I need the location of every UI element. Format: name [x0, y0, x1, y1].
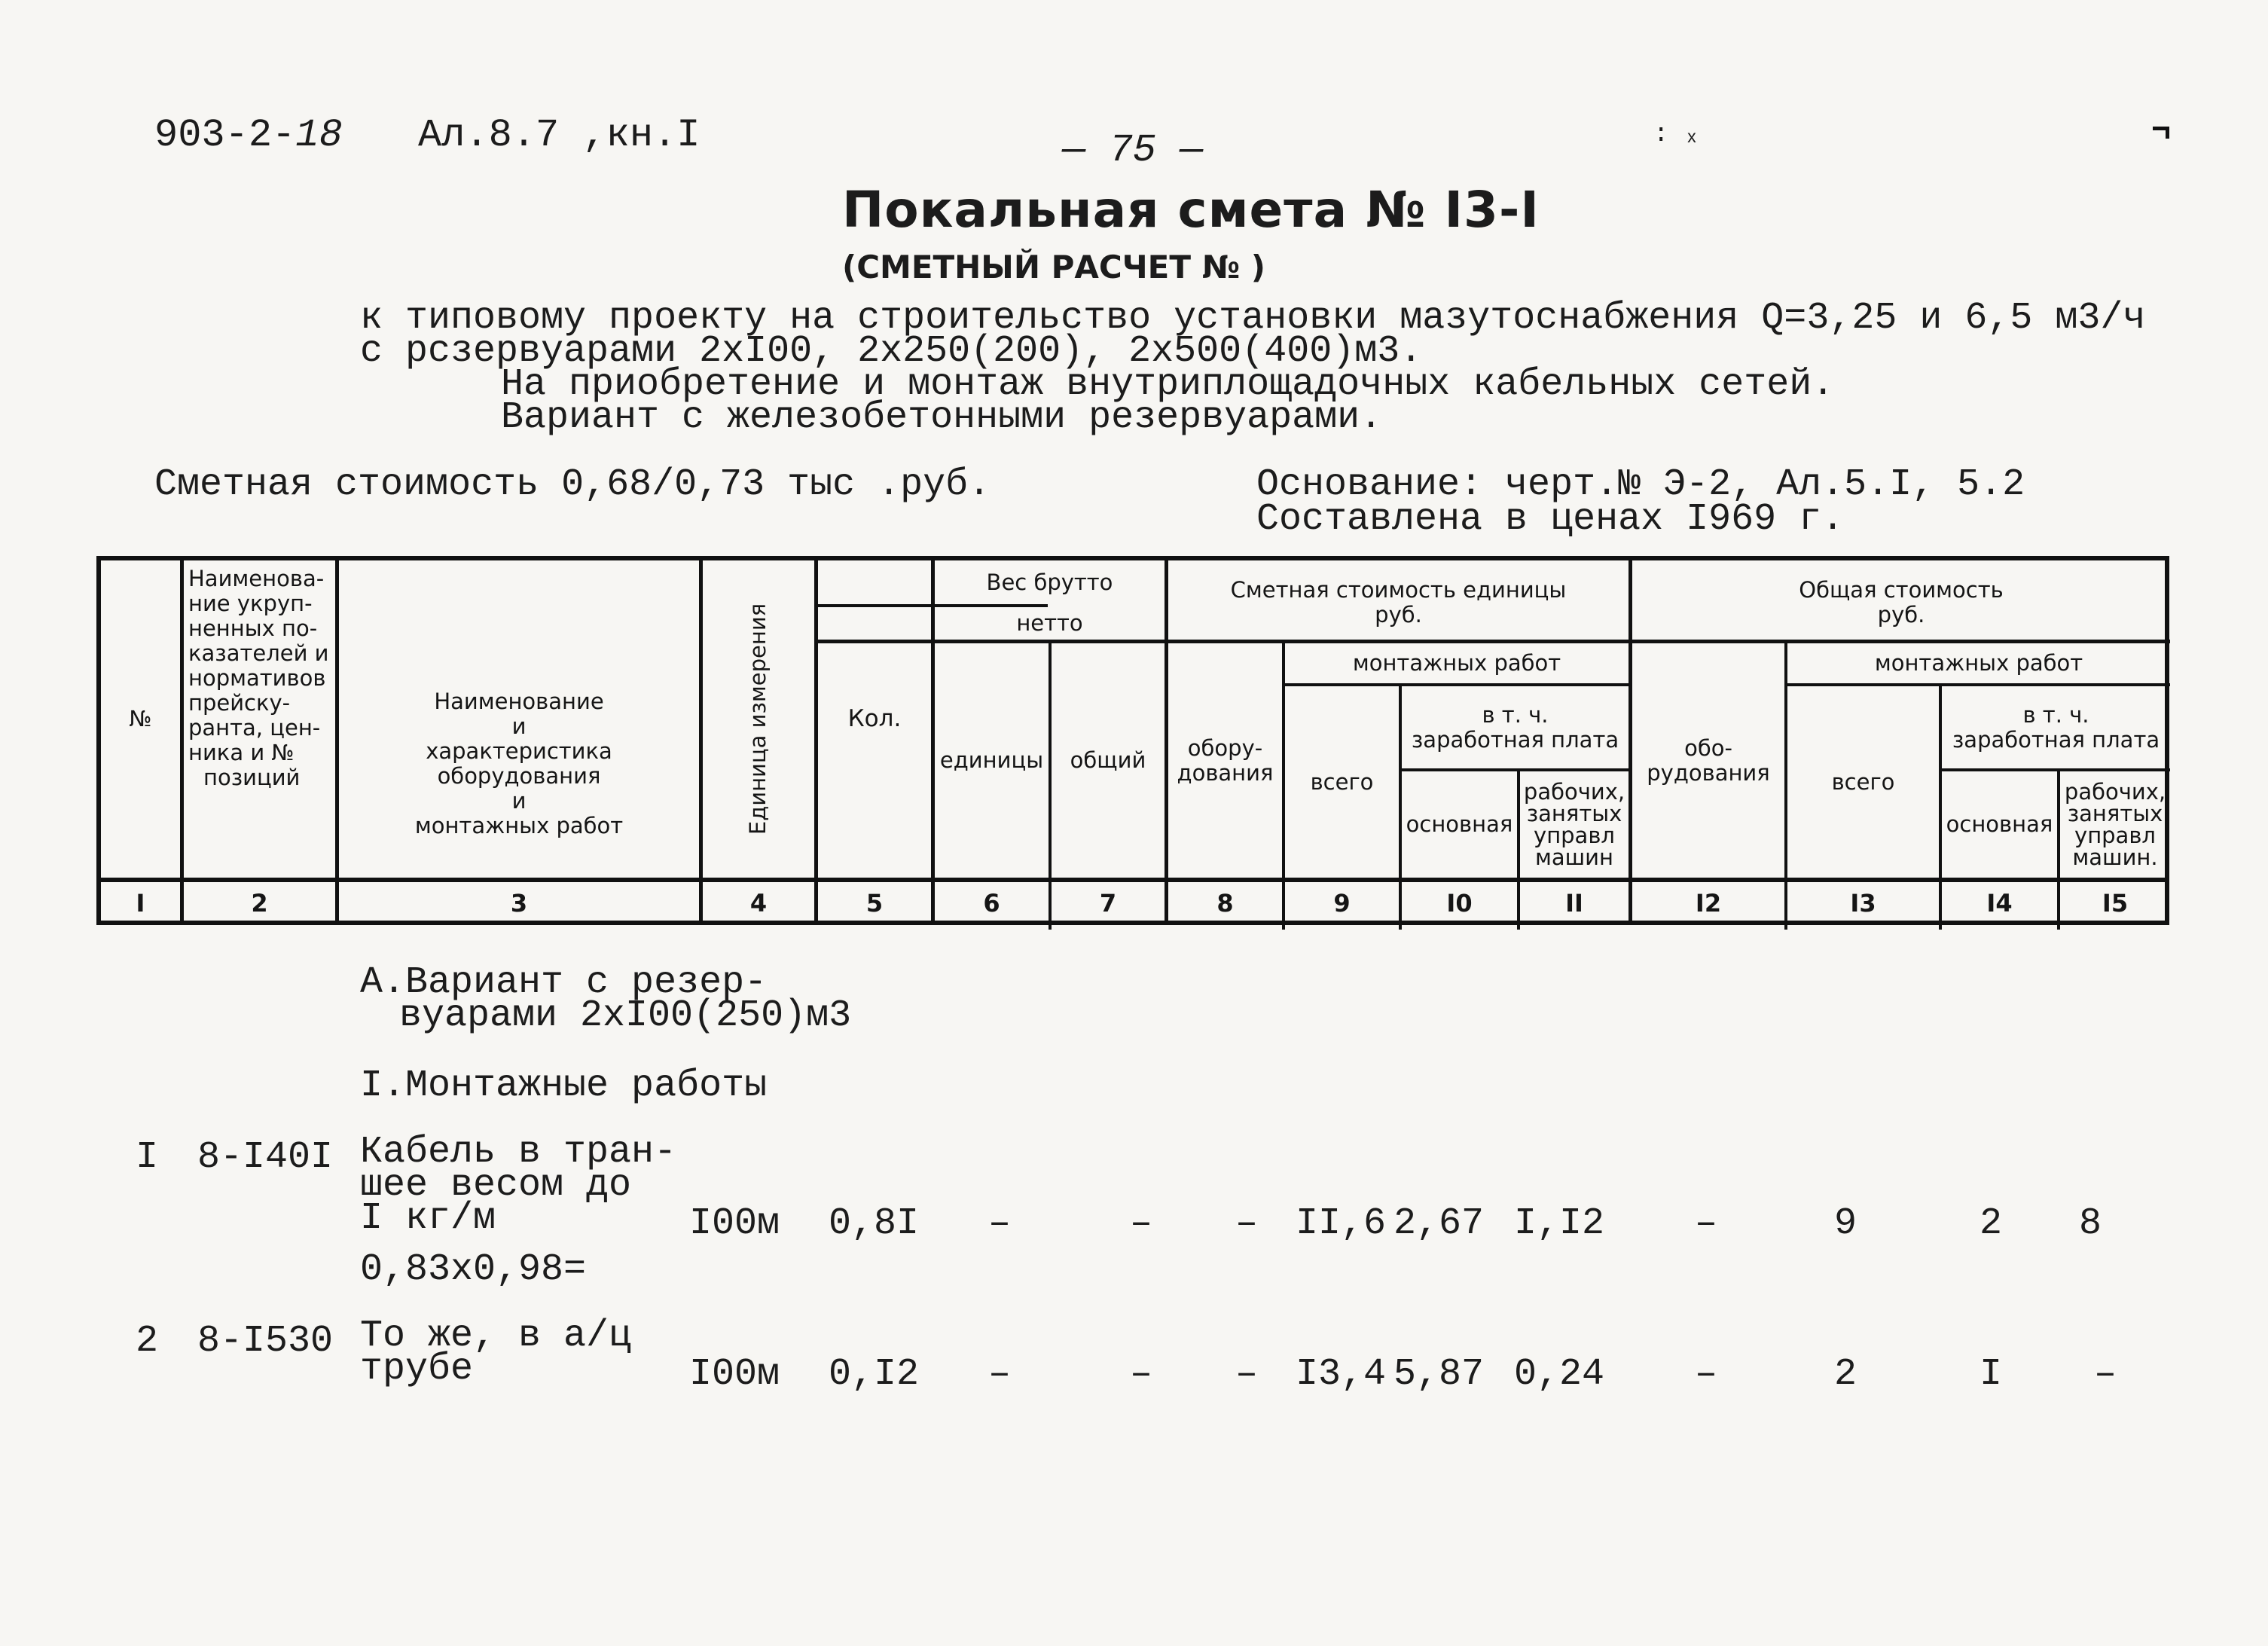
scan-mark: : ₓ [1653, 121, 1700, 149]
row-total-basic: I [1980, 1353, 2003, 1396]
row-unit-total: II,6 [1296, 1202, 1387, 1245]
header-unit-mount: монтажных работ [1352, 650, 1561, 676]
row-name-line: I кг/м [360, 1197, 496, 1240]
row-total-equipment: – [1695, 1202, 1718, 1245]
col-number-13: I3 [1850, 889, 1876, 918]
page-subtitle: (СМЕТНЫЙ РАСЧЕТ № ) [842, 249, 1265, 286]
row-calculation: 0,83х0,98= [360, 1248, 587, 1291]
header-description: Наименование и характеристика оборудования и монтажных работ [414, 689, 624, 838]
row-weight-unit: – [988, 1202, 1012, 1245]
row-unit-total: I3,4 [1296, 1353, 1387, 1396]
estimate-table-header [96, 556, 2169, 925]
row-unit-machine: 0,24 [1514, 1353, 1605, 1396]
header-total-mount: монтажных работ [1874, 650, 2083, 676]
document-code-prefix: 903-2- [154, 113, 296, 157]
col-number-10: I0 [1446, 889, 1473, 918]
variant-heading-line-1: А.Вариант с резер- [360, 961, 768, 1004]
col-number-5: 5 [865, 889, 884, 918]
page-number: — 75 — [1062, 128, 1204, 173]
row-quantity: 0,8I [829, 1202, 920, 1245]
header-total-cost: Общая стоимость руб. [1799, 576, 2004, 628]
row-total-all: 9 [1834, 1202, 1857, 1245]
description-line-1: к типовому проекту на строительство установки мазутоснабжения Q=3,25 и 6,5 м3/ч [360, 297, 2146, 340]
col-number-15: I5 [2102, 889, 2129, 918]
col-number-12: I2 [1695, 889, 1722, 918]
description-line-2: с рсзервуарами 2хI00, 2х250(200), 2х500(400)м3. [360, 330, 1423, 373]
header-unit-equipment: обору- дования [1177, 734, 1274, 786]
row-unit-equipment: – [1235, 1353, 1259, 1396]
row-total-all: 2 [1834, 1353, 1857, 1396]
col-number-1: I [136, 889, 145, 918]
description-line-4: Вариант с железобетонными резервуарами. [501, 396, 1383, 439]
header-unit-total: всего [1310, 768, 1374, 795]
col-number-6: 6 [983, 889, 1000, 918]
row-number: I [136, 1136, 159, 1179]
header-total-basic: основная [1946, 811, 2053, 837]
header-total-machine: рабочих, занятых управл машин. [2064, 778, 2166, 870]
row-norm-code: 8-I530 [197, 1320, 334, 1363]
row-weight-unit: – [988, 1353, 1012, 1396]
basis: Основание: черт.№ Э-2, Ал.5.I, 5.2 [1256, 463, 2025, 506]
row-quantity: 0,I2 [829, 1353, 920, 1396]
header-weight-total: общий [1070, 747, 1146, 773]
header-unit: Единица измерения [745, 603, 771, 835]
row-weight-total: – [1130, 1353, 1153, 1396]
header-quantity: Кол. [847, 705, 902, 732]
row-weight-total: – [1130, 1202, 1153, 1245]
document-code-suffix: 18 [295, 113, 343, 157]
col-number-3: 3 [510, 889, 528, 918]
row-unit-basic: 5,87 [1393, 1353, 1485, 1396]
row-total-machine: – [2094, 1353, 2117, 1396]
col-number-2: 2 [251, 889, 268, 918]
col-number-4: 4 [749, 889, 768, 918]
col-number-11: II [1565, 889, 1583, 918]
prices-year: Составлена в ценах I969 г. [1256, 498, 1845, 541]
header-weight-brutto: Вес брутто [986, 569, 1113, 595]
row-norm-code: 8-I40I [197, 1136, 334, 1179]
header-number: № [129, 706, 152, 731]
row-name-line: шее весом до [360, 1164, 632, 1207]
header-weight-netto: нетто [1016, 610, 1083, 636]
header-total-equipment: обо- рудования [1647, 734, 1770, 786]
col-number-8: 8 [1216, 889, 1234, 918]
header-norm-code: Наименова- ние укруп- ненных по- казателей и нормативов прейску- ранта, цен- ника и № позиций [188, 566, 329, 790]
row-unit-machine: I,I2 [1514, 1202, 1605, 1245]
header-weight-unit: единицы [939, 747, 1044, 773]
album-reference: Ал.8.7 ,кн.I [418, 113, 701, 157]
description-line-3: На приобретение и монтаж внутриплощадочных кабельных сетей. [501, 363, 1835, 406]
header-unit-basic: основная [1406, 811, 1513, 837]
row-name-line: трубе [360, 1348, 474, 1391]
col-number-7: 7 [1099, 889, 1117, 918]
row-unit-basic: 2,67 [1393, 1202, 1485, 1245]
estimated-cost: Сметная стоимость 0,68/0,73 тыс .руб. [154, 463, 991, 506]
col-number-14: I4 [1986, 889, 2013, 918]
row-unit: I00м [689, 1202, 780, 1245]
works-heading: I.Монтажные работы [360, 1064, 768, 1107]
header-unit-wages: в т. ч. заработная плата [1411, 701, 1619, 753]
row-unit-equipment: – [1235, 1202, 1259, 1245]
header-total-wages: в т. ч. заработная плата [1952, 701, 2160, 753]
corner-mark-tick [2166, 127, 2169, 139]
header-total-all: всего [1831, 768, 1895, 795]
row-number: 2 [136, 1320, 159, 1363]
row-total-machine: 8 [2079, 1202, 2102, 1245]
variant-heading-line-2: вуарами 2хI00(250)м3 [399, 994, 852, 1037]
row-total-equipment: – [1695, 1353, 1718, 1396]
document-code [154, 113, 343, 157]
row-total-basic: 2 [1980, 1202, 2003, 1245]
row-name-line: То же, в а/ц [360, 1315, 632, 1357]
header-unit-cost: Сметная стоимость единицы руб. [1230, 576, 1567, 628]
row-name-line: Кабель в тран- [360, 1131, 677, 1174]
page-title: Покальная смета № I3-I [842, 181, 1540, 239]
header-unit-machine: рабочих, занятых управл машин [1523, 778, 1625, 870]
col-number-9: 9 [1333, 889, 1351, 918]
row-unit: I00м [689, 1353, 780, 1396]
